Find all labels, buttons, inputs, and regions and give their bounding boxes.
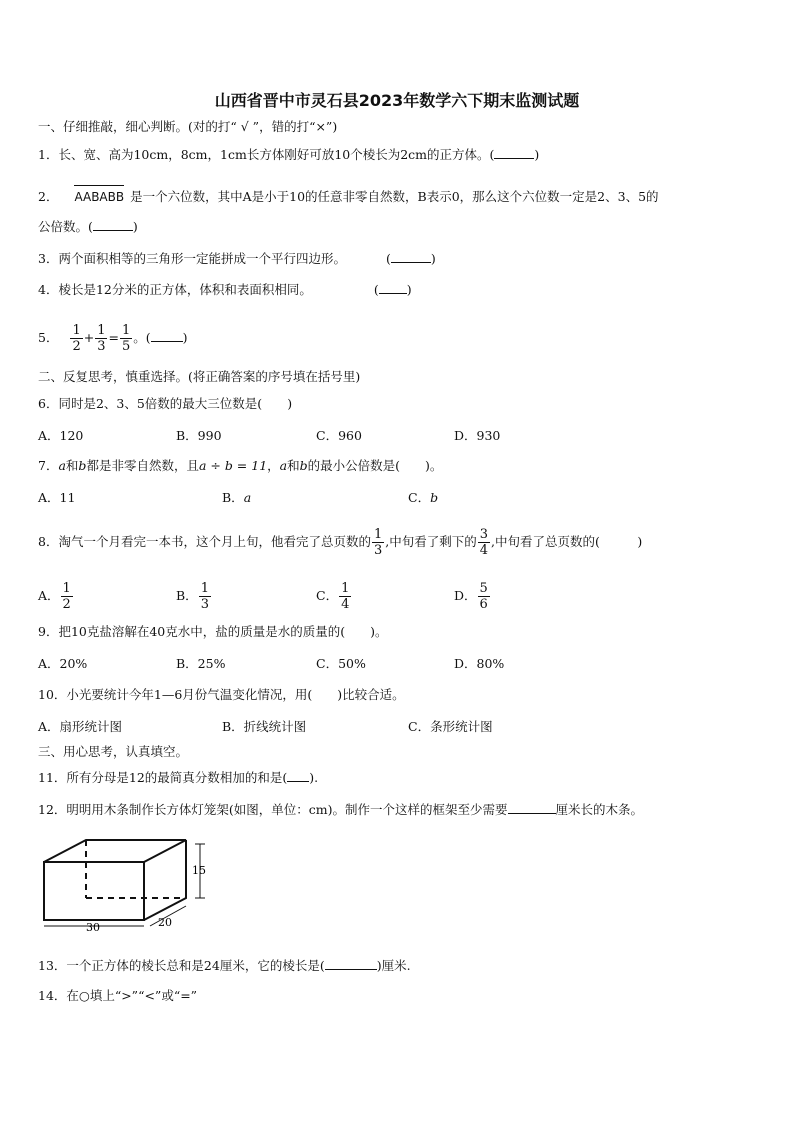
question-number: 13． xyxy=(38,958,67,973)
question-14 xyxy=(38,987,197,1005)
option-a[interactable]: A．20% xyxy=(38,656,88,671)
answer-blank[interactable] xyxy=(325,957,377,970)
answer-blank[interactable] xyxy=(151,329,183,342)
option-d[interactable]: D．930 xyxy=(454,428,501,443)
height-label: 15 xyxy=(192,864,206,877)
question-8: 8．淘气一个月看完一本书，这个月上旬，他看完了总页数的 $\frac{1}{3}$ ,中旬看了剩下的 $\frac{3}{4}$ ,中旬看了总页数的( ) xyxy=(38,527,643,558)
question-3: 3．两个面积相等的三角形一定能拼成一个平行四边形。 ( ) xyxy=(38,251,436,266)
question-text: 两个面积相等的三角形一定能拼成一个平行四边形。 xyxy=(58,251,346,266)
section-3-heading: 三、用心思考，认真填空。 xyxy=(38,744,189,759)
question-number: 7． xyxy=(38,458,59,473)
question-number: 14． xyxy=(38,988,67,1003)
question-11: 11．所有分母是12的最简真分数相加的和是( ). xyxy=(38,770,319,785)
question-text: 在○填上“>”“<”或“=” xyxy=(66,988,198,1003)
question-number: 1． xyxy=(38,147,59,162)
question-4: 4．棱长是12分米的正方体，体积和表面积相同。 ( ) xyxy=(38,282,412,297)
question-13: 13．一个正方体的棱长总和是24厘米，它的棱长是( )厘米. xyxy=(38,958,411,973)
question-number: 11． xyxy=(38,770,67,785)
question-number: 10． xyxy=(38,687,67,702)
question-10 xyxy=(38,686,405,704)
answer-blank[interactable] xyxy=(93,218,133,231)
question-number: 8． xyxy=(38,534,59,549)
question-number: 2． xyxy=(38,189,59,204)
fraction: $\frac{1}{2}$ xyxy=(72,323,81,354)
question-7: 7．a和b都是非零自然数，且a ÷ b = 11，a和b的最小公倍数是( )。 xyxy=(38,458,443,473)
question-text: 同时是2、3、5倍数的最大三位数是( ) xyxy=(58,396,293,411)
question-text: 明明用木条制作长方体灯笼架(如图，单位：cm)。制作一个这样的框架至少需要 xyxy=(66,802,508,817)
option-b[interactable]: B．990 xyxy=(176,428,222,443)
overline-number: AABABB xyxy=(74,190,125,204)
cuboid-figure xyxy=(34,834,214,934)
option-b[interactable]: B．a xyxy=(222,490,252,505)
question-text: 是一个六位数，其中A是小于10的任意非零自然数，B表示0，那么这个六位数一定是2、3、5的 xyxy=(130,189,659,204)
question-12: 12．明明用木条制作长方体灯笼架(如图，单位：cm)。制作一个这样的框架至少需要 厘米长的木条。 xyxy=(38,802,644,817)
page-title: 山西省晋中市灵石县2023年数学六下期末监测试题 xyxy=(214,91,580,110)
question-text: 棱长是12分米的正方体，体积和表面积相同。 xyxy=(58,282,312,297)
question-5: 5． $\frac{1}{2}$ + $\frac{1}{3}$ = $\frac{1}{5}$ 。( ) xyxy=(38,323,188,354)
option-d[interactable]: D． $\frac{5}{6}$ xyxy=(454,581,488,612)
question-2 xyxy=(38,182,659,206)
question-6 xyxy=(38,395,292,413)
option-a[interactable]: A．扇形统计图 xyxy=(38,719,123,734)
option-c[interactable]: C．50% xyxy=(316,656,366,671)
answer-blank[interactable] xyxy=(508,801,556,814)
option-b[interactable]: B．25% xyxy=(176,656,226,671)
option-a[interactable]: A． $\frac{1}{2}$ xyxy=(38,581,71,612)
width-label: 20 xyxy=(158,916,172,929)
answer-blank[interactable] xyxy=(494,146,534,159)
question-number: 6． xyxy=(38,396,59,411)
option-b[interactable]: B．折线统计图 xyxy=(222,719,307,734)
option-a[interactable]: A．120 xyxy=(38,428,84,443)
expression: a ÷ b = 11 xyxy=(198,458,268,473)
option-b[interactable]: B． $\frac{1}{3}$ xyxy=(176,581,209,612)
question-text: 把10克盐溶解在40克水中，盐的质量是水的质量的( )。 xyxy=(58,624,388,639)
question-number: 12． xyxy=(38,802,67,817)
question-text: 长、宽、高为10cm，8cm，1cm长方体刚好可放10个棱长为2cm的正方体。( xyxy=(58,147,495,162)
answer-blank[interactable] xyxy=(287,769,309,782)
question-number: 4． xyxy=(38,282,59,297)
length-label: 30 xyxy=(86,921,100,934)
option-c[interactable]: C．b xyxy=(408,490,439,505)
option-c[interactable]: C． $\frac{1}{4}$ xyxy=(316,581,350,612)
fraction: $\frac{1}{3}$ xyxy=(373,527,383,558)
question-text: 小光要统计今年1—6月份气温变化情况，用( )比较合适。 xyxy=(66,687,405,702)
fraction: $\frac{1}{5}$ xyxy=(121,323,131,354)
answer-blank[interactable] xyxy=(391,250,431,263)
answer-blank[interactable] xyxy=(379,281,407,294)
section-1-heading: 一、仔细推敲，细心判断。(对的打“ √ ”，错的打“×”) xyxy=(38,119,338,134)
question-text: 一个正方体的棱长总和是24厘米，它的棱长是( xyxy=(66,958,325,973)
option-c[interactable]: C．条形统计图 xyxy=(408,719,493,734)
question-number: 9． xyxy=(38,624,59,639)
option-a[interactable]: A．11 xyxy=(38,490,76,505)
question-text: 所有分母是12的最简真分数相加的和是( xyxy=(66,770,288,785)
question-9 xyxy=(38,623,388,641)
question-text-2: 公倍数。( xyxy=(38,219,93,234)
question-2-continued: 公倍数。( ) xyxy=(38,219,138,234)
question-number: 3． xyxy=(38,251,59,266)
fraction: $\frac{1}{3}$ xyxy=(97,323,106,354)
question-1: 1．长、宽、高为10cm，8cm，1cm长方体刚好可放10个棱长为2cm的正方体。( ) xyxy=(38,147,540,162)
option-c[interactable]: C．960 xyxy=(316,428,362,443)
question-number: 5． xyxy=(38,330,59,345)
section-2-heading: 二、反复思考，慎重选择。(将正确答案的序号填在括号里) xyxy=(38,369,361,384)
fraction: $\frac{3}{4}$ xyxy=(479,527,489,558)
option-d[interactable]: D．80% xyxy=(454,656,505,671)
